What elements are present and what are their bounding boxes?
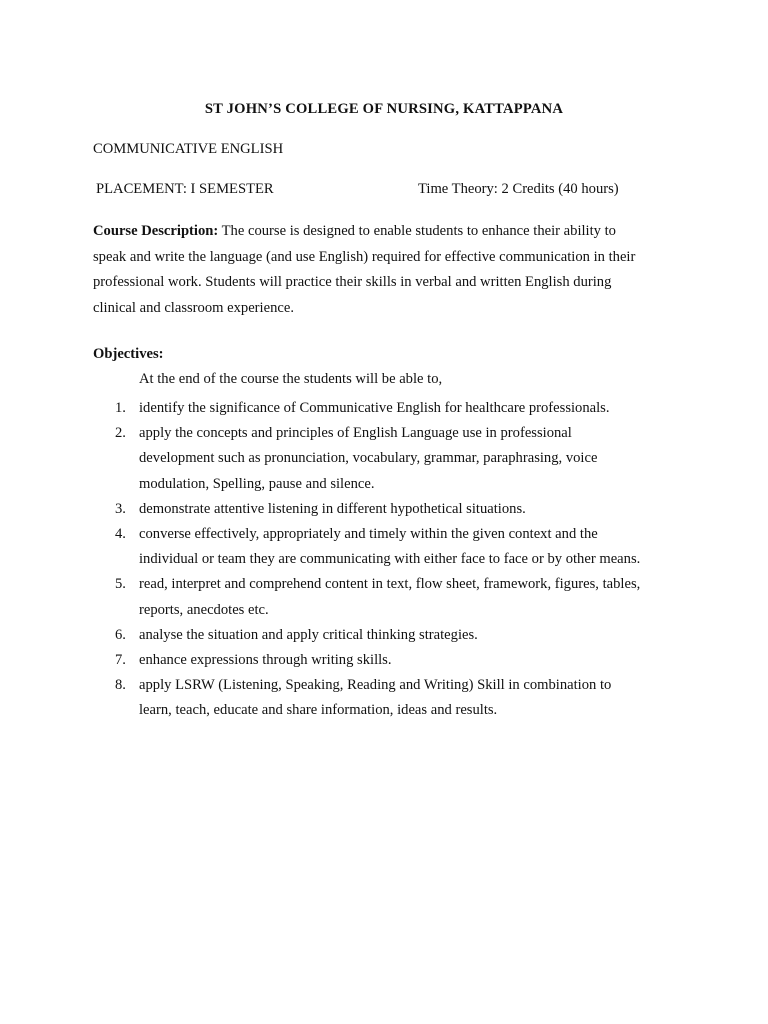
objective-line: read, interpret and comprehend content in text, flow sheet, framework, figures, tables, <box>139 576 641 593</box>
objective-line: enhance expressions through writing skills. <box>139 652 392 669</box>
objective-line: apply LSRW (Listening, Speaking, Reading and Writing) Skill in combination to <box>139 677 612 694</box>
objective-number: 8. <box>115 677 126 694</box>
objective-line: development such as pronunciation, vocabulary, grammar, paraphrasing, voice <box>139 450 598 467</box>
objective-line: identify the significance of Communicative English for healthcare professionals. <box>139 400 610 416</box>
course-description <box>93 219 683 321</box>
objective-text <box>139 648 768 673</box>
objective-item <box>0 673 768 723</box>
objective-item <box>0 572 768 622</box>
objectives-list <box>0 396 768 724</box>
description-line: professional work. Students will practice their skills in verbal and written English during <box>93 274 612 290</box>
objective-number: 7. <box>115 652 126 669</box>
objective-text <box>139 497 768 522</box>
objective-text <box>139 396 768 421</box>
description-line: clinical and classroom experience. <box>93 299 294 316</box>
objective-number: 2. <box>115 425 126 442</box>
objective-line: demonstrate attentive listening in different hypothetical situations. <box>139 500 526 517</box>
objective-item <box>0 421 768 497</box>
objective-line: modulation, Spelling, pause and silence. <box>139 475 375 492</box>
objective-text <box>139 522 768 572</box>
objective-text <box>139 623 768 648</box>
objective-text <box>139 673 768 723</box>
objective-number: 4. <box>115 526 126 543</box>
objective-number: 6. <box>115 626 126 643</box>
objective-line: apply the concepts and principles of English Language use in professional <box>139 425 572 442</box>
objectives-heading: Objectives: <box>93 346 164 362</box>
objective-line: analyse the situation and apply critical thinking strategies. <box>139 626 478 643</box>
document-title: ST JOHN’S COLLEGE OF NURSING, KATTAPPANA <box>204 101 564 117</box>
description-line <box>93 219 683 245</box>
time-info: Time Theory: 2 Credits (40 hours) <box>418 181 619 197</box>
objective-item <box>0 396 768 421</box>
placement-info: PLACEMENT: I SEMESTER <box>96 181 274 197</box>
objective-text <box>139 572 768 622</box>
objective-item <box>0 623 768 648</box>
objective-line: reports, anecdotes etc. <box>139 601 269 618</box>
description-text: The course is designed to enable students to enhance their ability to <box>218 223 616 239</box>
objective-number: 1. <box>115 400 126 416</box>
objective-number: 5. <box>115 576 126 593</box>
objective-line: converse effectively, appropriately and timely within the given context and the <box>139 526 598 543</box>
objective-line: learn, teach, educate and share information, ideas and results. <box>139 702 498 719</box>
objective-item <box>0 522 768 572</box>
course-subject: COMMUNICATIVE ENGLISH <box>93 141 284 157</box>
description-label: Course Description: <box>93 223 219 239</box>
description-line: speak and write the language (and use English) required for effective communication in their <box>93 248 636 265</box>
objective-item <box>0 497 768 522</box>
objective-text <box>139 421 768 497</box>
objective-item <box>0 648 768 673</box>
objective-line: individual or team they are communicating with either face to face or by other means. <box>139 551 641 568</box>
objectives-intro: At the end of the course the students will be able to, <box>139 371 443 387</box>
objective-number: 3. <box>115 500 126 517</box>
